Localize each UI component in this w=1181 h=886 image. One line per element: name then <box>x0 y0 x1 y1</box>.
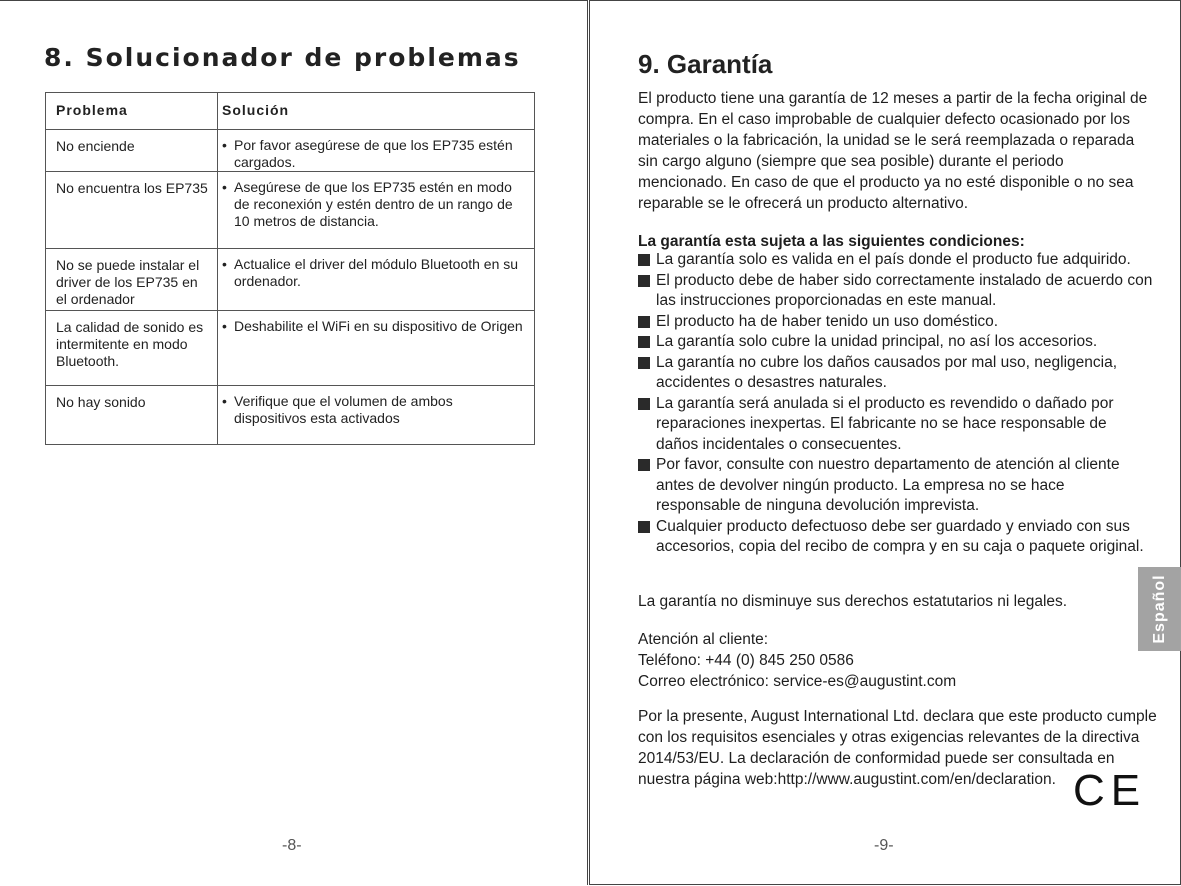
problem-cell: No enciende <box>46 130 218 172</box>
table-row <box>46 130 535 172</box>
problem-cell: No encuentra los EP735 <box>46 172 218 249</box>
support-email: Correo electrónico: service-es@augustint.com <box>638 673 957 690</box>
warranty-intro: El producto tiene una garantía de 12 meses a partir de la fecha original de compra. En el caso improbable de cualquier defecto ocasionado por los materiales o la fabricación, la unidad se le será reemplazada o reparada sin cargo alguno (siempre que sea posible) durante el periodo mencionado. En caso de que el producto ya no esté disponible o no sea reparable se le ofrecerá un producto alternativo. <box>638 90 1148 212</box>
bullet-icon: • <box>222 179 227 195</box>
bullet-icon: • <box>222 393 227 409</box>
solution-cell <box>218 172 535 249</box>
table-row <box>46 172 535 249</box>
table-row <box>46 386 535 445</box>
problem-header-label: Problema <box>56 102 128 118</box>
solution-cell <box>218 386 535 445</box>
solution-text: Verifique que el volumen de ambos dispositivos esta activados <box>234 393 453 426</box>
square-bullet-icon <box>638 398 650 410</box>
right-page <box>589 0 1181 885</box>
support-label: Atención al cliente: <box>638 631 769 648</box>
square-bullet-icon <box>638 357 650 369</box>
warranty-heading: 9. Garantía <box>638 49 773 79</box>
condition-text: La garantía solo cubre la unidad principal, no así los accesorios. <box>656 333 1098 350</box>
square-bullet-icon <box>638 316 650 328</box>
conditions-list <box>638 250 1153 558</box>
square-bullet-icon <box>638 459 650 471</box>
ce-mark-icon: CE <box>1073 766 1147 815</box>
solution-text: Actualice el driver del módulo Bluetooth en su ordenador. <box>234 256 519 289</box>
bullet-icon: • <box>222 256 227 272</box>
solution-text: Asegúrese de que los EP735 estén en modo de reconexión y estén dentro de un rango de 10 metros de distancia. <box>234 179 513 229</box>
bullet-icon: • <box>222 137 227 153</box>
support-phone: Teléfono: +44 (0) 845 250 0586 <box>638 652 854 669</box>
conformity-declaration: Por la presente, August International Ltd. declara que este producto cumple con los requisitos esenciales y otras exigencias relevantes de la directiva 2014/53/EU. La declaración de conformidad puede ser consultada en nuestra página web:http://www.augustint.com/en/declaration. <box>638 708 1157 788</box>
table-row <box>46 249 535 311</box>
solution-cell <box>218 249 535 311</box>
solution-text: Por favor asegúrese de que los EP735 estén cargados. <box>234 137 513 170</box>
troubleshooting-heading: 8. Solucionador de problemas <box>44 43 521 72</box>
square-bullet-icon <box>638 336 650 348</box>
solution-cell <box>218 311 535 386</box>
left-page <box>0 0 588 885</box>
list-item <box>638 394 1153 456</box>
condition-text: La garantía no cubre los daños causados por mal uso, negligencia, accidentes o desastres naturales. <box>656 353 1117 391</box>
list-item <box>638 250 1153 271</box>
conditions-title: La garantía esta sujeta a las siguientes condiciones: <box>638 233 1025 250</box>
list-item <box>638 312 1153 333</box>
page-number: -8- <box>282 837 302 854</box>
list-item <box>638 455 1153 517</box>
condition-text: El producto ha de haber tenido un uso doméstico. <box>656 312 999 330</box>
solution-column-header <box>218 93 535 130</box>
page-number: -9- <box>874 837 894 854</box>
solution-text: Deshabilite el WiFi en su dispositivo de Origen <box>234 318 523 334</box>
list-item <box>638 271 1153 312</box>
condition-text: Por favor, consulte con nuestro departamento de atención al cliente antes de devolver ningún producto. La empresa no se hace responsable de ninguna devolución imprevista. <box>656 456 1120 514</box>
problem-cell: La calidad de sonido es intermitente en modo Bluetooth. <box>46 311 218 386</box>
list-item <box>638 332 1153 353</box>
language-tab <box>1138 567 1181 651</box>
table-row <box>46 311 535 386</box>
troubleshooting-table <box>45 92 535 445</box>
bullet-icon: • <box>222 318 227 334</box>
square-bullet-icon <box>638 521 650 533</box>
square-bullet-icon <box>638 254 650 266</box>
problem-cell: No se puede instalar el driver de los EP735 en el ordenador <box>46 249 218 311</box>
language-tab-label: Español <box>1150 574 1168 644</box>
condition-text: La garantía será anulada si el producto es revendido o dañado por reparaciones inexpertas. El fabricante no se hace responsable de daños incidentales o consecuentes. <box>656 394 1114 453</box>
customer-support <box>638 629 1153 692</box>
condition-text: Cualquier producto defectuoso debe ser guardado y enviado con sus accesorios, copia del recibo de compra y en su caja o paquete original. <box>656 517 1144 555</box>
condition-text: El producto debe de haber sido correctamente instalado de acuerdo con las instrucciones proporcionadas en este manual. <box>656 271 1153 309</box>
solution-header-label: Solución <box>222 102 290 118</box>
list-item <box>638 353 1153 394</box>
statutory-rights-note: La garantía no disminuye sus derechos estatutarios ni legales. <box>638 593 1068 610</box>
list-item <box>638 517 1153 558</box>
table-header-row <box>46 93 535 130</box>
problem-cell: No hay sonido <box>46 386 218 445</box>
square-bullet-icon <box>638 275 650 287</box>
solution-cell <box>218 130 535 172</box>
problem-column-header <box>46 93 218 130</box>
condition-text: La garantía solo es valida en el país donde el producto fue adquirido. <box>656 251 1131 268</box>
